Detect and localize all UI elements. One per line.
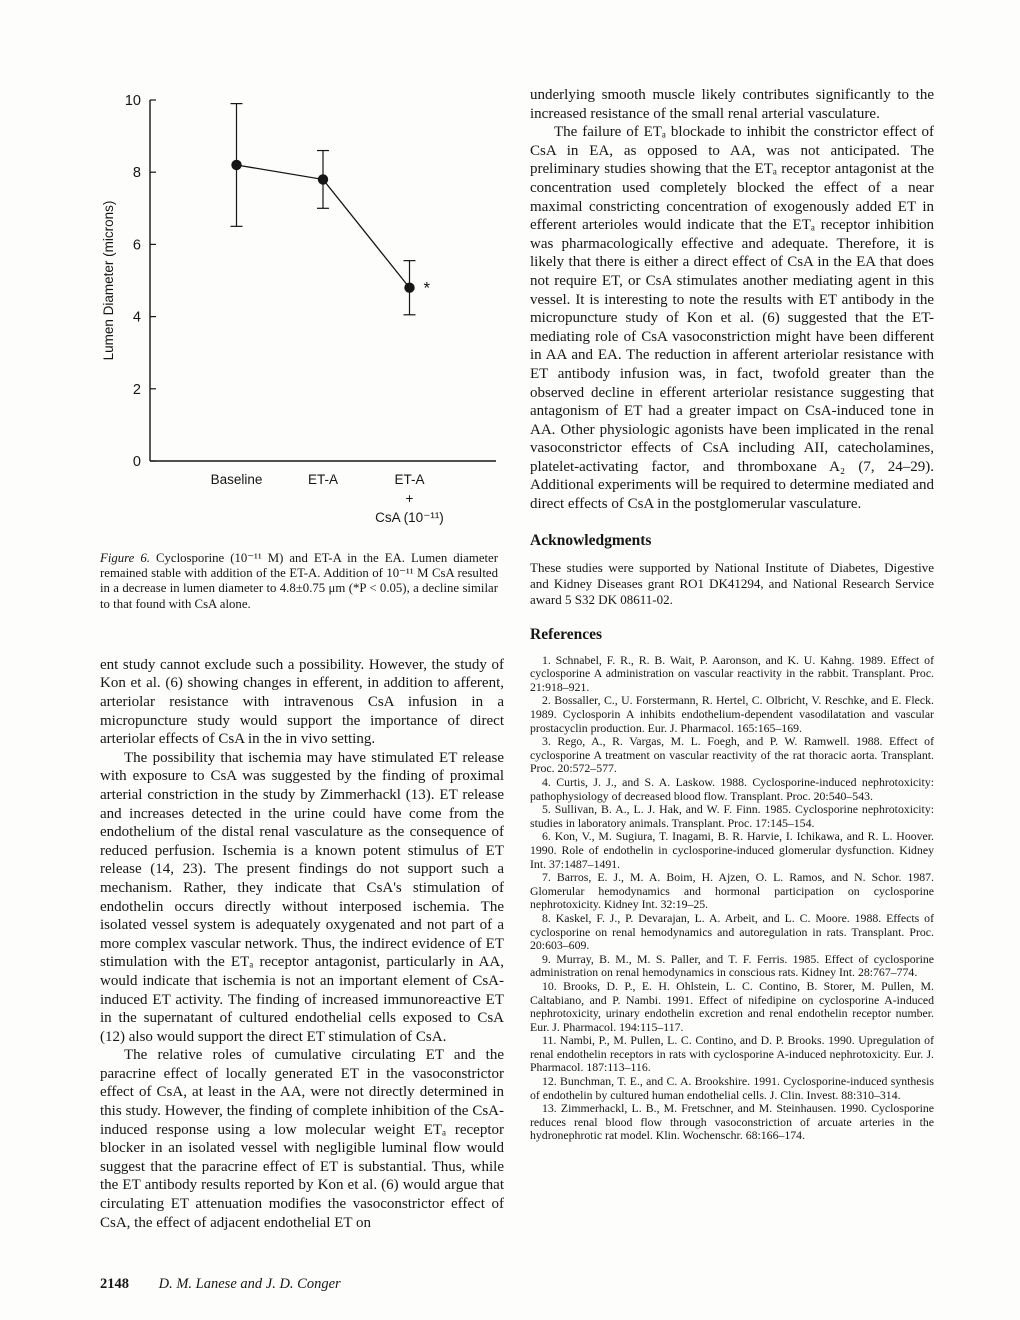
reference-item: 1. Schnabel, F. R., R. B. Wait, P. Aaronson, and K. U. Kahng. 1989. Effect of cyclosporine A administration on vascular reactivity in the rabbit. Transplant. Proc. 21:918–921.: [530, 652, 934, 694]
y-tick-label: 8: [132, 165, 141, 182]
reference-item: 12. Bunchman, T. E., and C. A. Brookshire. 1991. Cyclosporine-induced synthesis of endothelin by cultured human endothelial cells. J. Clin. Invest. 88:310–314.: [530, 1074, 934, 1102]
y-tick-label: 0: [132, 454, 141, 470]
reference-item: 4. Curtis, J. J., and S. A. Laskow. 1988. Cyclosporine-induced nephrotoxicity: pathophysiology of decreased blood flow. Transplant. Proc. 20:540–543.: [530, 775, 934, 803]
reference-item: 7. Barros, E. J., M. A. Boim, H. Ajzen, O. L. Ramos, and N. Schor. 1987. Glomerular hemodynamics and hormonal participation on cyclosporine nephrotoxicity. Kidney Int. 32:19–25.: [530, 870, 934, 912]
figure6: [100, 86, 504, 612]
page-number: 2148: [100, 1276, 129, 1292]
significance-asterisk: *: [423, 278, 431, 298]
acknowledgments-heading: Acknowledgments: [530, 531, 652, 549]
right-column: [530, 86, 934, 1232]
reference-item: 3. Rego, A., R. Vargas, M. L. Foegh, and P. W. Ramwell. 1988. Effect of cyclosporine A treatment on vascular reactivity of the rat thoracic aorta. Transplant. Proc. 20:572–577.: [530, 734, 934, 776]
reference-item: 8. Kaskel, F. J., P. Devarajan, L. A. Arbeit, and L. C. Moore. 1988. Effects of cyclosporine on renal hemodynamics and autoregulation in rats. Transplant. Proc. 20:603–609.: [530, 910, 934, 953]
reference-item: 6. Kon, V., M. Sugiura, T. Inagami, B. R. Harvie, I. Ichikawa, and R. L. Hoover. 1990. Role of endothelin in cyclosporine-induced glomerular dysfunction. Kidney Int. 37:1487–1491.: [530, 829, 934, 871]
figure-caption-text: Cyclosporine (10⁻¹¹ M) and ET-A in the EA. Lumen diameter remained stable with addition of the ET-A. Addition of 10⁻¹¹ M CsA resulted in a decrease in lumen diameter to 4.8±0.75 μm (*P < 0.05), a decline similar to that found with CsA alone.: [100, 551, 498, 611]
reference-item: 5. Sullivan, B. A., L. J. Hak, and W. F. Finn. 1985. Cyclosporine nephrotoxicity: studies in laboratory animals. Transplant. Proc. 17:145–154.: [530, 802, 934, 830]
page-footer: [100, 1276, 341, 1293]
paragraph: The failure of ETₐ blockade to inhibit the constrictor effect of CsA in EA, as opposed to AA, was not anticipated. The preliminary studies showing that the ETₐ receptor antagonist at the concentration used completely blocked the effect of a near maximal constricting concentration of exogenously added ET in efferent arterioles would indicate that the ETₐ receptor inhibition was pharmacologically effective and adequate. Therefore, it is likely that there is either a direct effect of CsA in the EA that does not require ET, or CsA stimulates another mediating agent in this vessel. It is interesting to note the results with ET antibody in the micropuncture study of Kon et al. (6) suggested that the ET-mediating role of CsA vasoconstriction might have been different in AA and EA. The reduction in afferent arteriolar resistance with ET antibody infusion was, in fact, twofold greater than the observed decline in efferent arteriolar resistance suggesting that antagonism of ET had a greater impact on CsA-induced tone in AA. Other physiologic agonists have been implicated in the renal vasoconstrictor effects of CsA including AII, catecholamines, platelet-activating factor, and thromboxane A₂ (7, 24–29). Additional experiments will be required to determine mediated and direct effects of CsA in the postglomerular vasculature.: [530, 124, 934, 513]
paragraph: ent study cannot exclude such a possibility. However, the study of Kon et al. (6) showing changes in efferent, in addition to afferent, arteriolar resistance with intravenous CsA infusion in a micropuncture study would support the importance of direct arteriolar effects of CsA in the in vivo setting.: [100, 656, 504, 748]
data-point: [404, 283, 414, 293]
figure-caption-label: Figure 6.: [100, 551, 150, 565]
x-tick-label: CsA (10⁻¹¹): [375, 510, 444, 525]
data-point: [231, 160, 241, 170]
figure-caption: [100, 551, 498, 612]
references-list: [530, 654, 934, 1143]
x-tick-label: Baseline: [210, 472, 263, 487]
y-tick-label: 10: [124, 93, 141, 109]
acknowledgments-text: These studies were supported by National Institute of Diabetes, Digestive and Kidney Diseases grant RO1 DK41294, and National Research Service award 5 S32 DK 08611-02.: [530, 559, 934, 607]
y-axis-label: Lumen Diameter (microns): [101, 200, 116, 361]
reference-item: 9. Murray, B. M., M. S. Paller, and T. F. Ferris. 1985. Effect of cyclosporine administration on renal hemodynamics in conscious rats. Kidney Int. 28:767–774.: [530, 951, 934, 980]
y-tick-label: 4: [132, 309, 141, 326]
reference-item: 2. Bossaller, C., U. Forstermann, R. Hertel, C. Olbricht, V. Reschke, and E. Fleck. 1989. Cyclosporin A inhibits endothelium-dependent vasodilatation and vascular prostacyclin production. Eur. J. Pharmacol. 165:165–169.: [530, 693, 934, 735]
data-point: [318, 174, 328, 184]
figure6-chart-svg: [100, 86, 510, 541]
x-tick-label: +: [405, 491, 414, 506]
two-column-layout: [100, 86, 934, 1232]
x-tick-label: ET-A: [394, 472, 425, 487]
running-authors: D. M. Lanese and J. D. Conger: [158, 1276, 341, 1292]
reference-item: 10. Brooks, D. P., E. H. Ohlstein, L. C. Contino, B. Storer, M. Pullen, M. Caltabiano, and P. Nambi. 1991. Effect of nifedipine on cyclosporine A-induced nephrotoxicity, urinary endothelin excretion and renal endothelin receptor number. Eur. J. Pharmacol. 194:115–117.: [530, 978, 934, 1034]
y-tick-label: 6: [132, 237, 141, 254]
reference-item: 13. Zimmerhackl, L. B., M. Fretschner, and M. Steinhausen. 1990. Cyclosporine reduces renal blood flow through vasoconstriction of arcuate arteries in the hydronephrotic rat model. Klin. Wochenschr. 68:166–174.: [530, 1101, 934, 1143]
references-heading: References: [530, 625, 603, 643]
left-column: [100, 86, 504, 1232]
reference-item: 11. Nambi, P., M. Pullen, L. C. Contino, and D. P. Brooks. 1990. Upregulation of renal endothelin receptors in rats with cyclosporine A-induced nephrotoxicity. Eur. J. Pharmacol. 187:113–116.: [530, 1033, 934, 1075]
x-tick-label: ET-A: [307, 472, 339, 487]
right-body-text: [530, 86, 934, 514]
y-tick-label: 2: [132, 381, 141, 398]
paragraph: underlying smooth muscle likely contributes significantly to the increased resistance of the small renal arterial vasculature.: [530, 87, 934, 122]
paragraph: The possibility that ischemia may have stimulated ET release with exposure to CsA was suggested by the finding of proximal arterial constriction in the study by Zimmerhackl (13). ET release and increases detected in the urine could have come from the endothelium of the distal renal vasculature as the consequence of reduced perfusion. Ischemia is a known potent stimulus of ET release (14, 23). The present findings do not support such a mechanism. Rather, they indicate that CsA's stimulation of endothelin occurs directly without interposed ischemia. The isolated vessel system is adequately oxygenated and not part of a more complex vascular network. Thus, the indirect evidence of ET stimulation with the ETₐ receptor antagonist, particularly in AA, would indicate that ischemia is not an important element of CsA-induced ET activity. The finding of increased immunoreactive ET in the supernatant of cultured endothelial cells exposed to CsA (12) also would support the direct ET stimulation of CsA.: [100, 749, 504, 1045]
paragraph: The relative roles of cumulative circulating ET and the paracrine effect of locally generated ET in the vasoconstrictor effect of CsA, at least in the AA, were not directly determined in this study. However, the finding of complete inhibition of the CsA-induced response using a low molecular weight ETₐ receptor blocker in an isolated vessel with negligible luminal flow would suggest that the paracrine effect of ET is substantial. Thus, while the ET antibody results reported by Kon et al. (6) would argue that circulating ET attenuation modifies the vasoconstrictor effect of CsA, the effect of adjacent endothelial ET on: [100, 1047, 504, 1231]
left-body-text: [100, 656, 504, 1232]
